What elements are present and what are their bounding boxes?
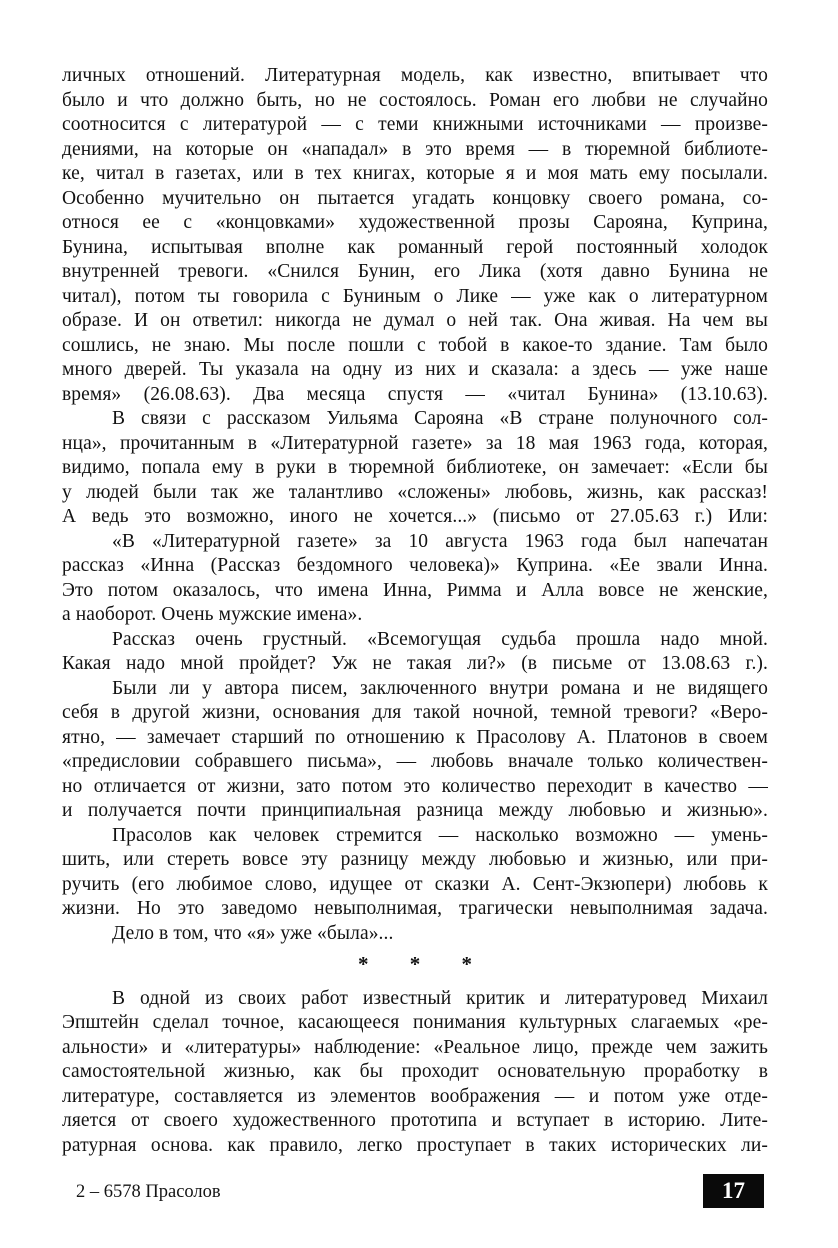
text-line: литературе, составляется из элементов воображения — и потом уже отде- (62, 1085, 768, 1107)
text-line: видимо, попала ему в руки в тюремной библиотеке, он замечает: «Если бы (62, 457, 768, 478)
section-separator: * * * (358, 952, 490, 976)
text-line: Бунина, испытывая вполне как романный герой постоянный холодок (62, 236, 768, 258)
text-line: ратурная основа. как правило, легко проступает в таких исторических ли- (62, 1134, 768, 1156)
text-line: рассказ «Инна (Рассказ бездомного человека)» Куприна. «Ее звали Инна. (62, 555, 768, 576)
text-line: образе. И он ответил: никогда не думал о ней так. Она живая. На чем вы (62, 310, 768, 331)
text-line: нца», прочитанным в «Литературной газете» за 18 мая 1963 года, которая, (62, 432, 768, 454)
text-line: Какая надо мной пройдет? Уж не такая ли?» (в письме от 13.08.63 г.). (62, 653, 768, 674)
text-line: альности» и «литературы» наблюдение: «Реальное лицо, прежде чем зажить (62, 1036, 768, 1058)
text-line: читал), потом ты говорила с Буниным о Лике — уже как о литературном (62, 285, 768, 307)
text-line: личных отношений. Литературная модель, как известно, впитывает что (62, 65, 768, 86)
text-line: Прасолов как человек стремится — насколько возможно — умень- (112, 824, 768, 846)
text-line: жизни. Но это заведомо невыполнимая, трагически невыполнимая задача. (62, 898, 768, 919)
text-line: Эпштейн сделал точное, касающееся понимания культурных слагаемых «ре- (62, 1012, 768, 1033)
text-line: ятно, — замечает старший по отношению к Прасолову А. Платонов в своем (62, 726, 768, 748)
text-column (62, 64, 768, 1158)
text-line: Дело в том, что «я» уже «была»... (112, 922, 394, 944)
text-line: ляется от своего художественного прототипа и вступает в историю. Лите- (62, 1110, 768, 1131)
text-line: шить, или стереть вовсе эту разницу между любовью и жизнью, или при- (62, 849, 768, 870)
text-line: относя ее с «концовками» художественной прозы Сарояна, Куприна, (62, 212, 768, 233)
text-line: В одной из своих работ известный критик и литературовед Михаил (112, 987, 768, 1009)
text-line: много дверей. Ты указала на одну из них и сказала: а здесь — уже наше (62, 359, 768, 380)
text-line: и получается почти принципиальная разница между любовью и жизнью». (62, 800, 768, 821)
text-line: время» (26.08.63). Два месяца спустя — «читал Бунина» (13.10.63). (62, 383, 768, 405)
page-number-badge: 17 (703, 1174, 764, 1208)
text-line: дениями, на которые он «нападал» в это время — в тюремной библиоте- (62, 138, 768, 160)
text-line: себя в другой жизни, основания для такой ночной, темной тревоги? «Веро- (62, 702, 768, 723)
text-line: Рассказ очень грустный. «Всемогущая судьба прошла надо мной. (112, 628, 768, 650)
text-line: а наоборот. Очень мужские имена». (62, 604, 363, 625)
text-line: сошлись, не знаю. Мы после пошли с тобой в какое-то здание. Там было (62, 334, 768, 356)
text-line: «В «Литературной газете» за 10 августа 1963 года был напечатан (112, 530, 768, 552)
print-signature: 2 – 6578 Прасолов (76, 1182, 221, 1202)
text-line: но отличается от жизни, зато потом это количество переходит в качество — (62, 775, 768, 797)
text-line: А ведь это возможно, иного не хочется...» (письмо от 27.05.63 г.) Или: (62, 506, 768, 527)
text-line: Особенно мучительно он пытается угадать концовку своего романа, со- (62, 187, 768, 209)
text-line: соотносится с литературой — с теми книжными источниками — произве- (62, 114, 768, 135)
text-line: ручить (его любимое слово, идущее от сказки А. Сент-Экзюпери) любовь к (62, 873, 768, 895)
text-line: внутренней тревоги. «Снился Бунин, его Лика (хотя давно Бунина не (62, 261, 768, 282)
text-line: Это потом оказалось, что имена Инна, Римма и Алла вовсе не женские, (62, 579, 768, 601)
text-line: «предисловии собравшего письма», — любовь вначале только количествен- (62, 751, 768, 772)
text-line: В связи с рассказом Уильяма Сарояна «В стране полуночного сол- (112, 408, 768, 429)
text-line: было и что должно быть, но не состоялось. Роман его любви не случайно (62, 89, 768, 111)
text-line: у людей были так же талантливо «сложены» любовь, жизнь, как рассказ! (62, 481, 768, 503)
text-line: самостоятельной жизнью, как бы проходит основательную проработку в (62, 1061, 768, 1082)
text-line: Были ли у автора писем, заключенного внутри романа и не видящего (112, 677, 768, 699)
text-line: ке, читал в газетах, или в тех книгах, которые я и моя мать ему посылали. (62, 163, 768, 184)
